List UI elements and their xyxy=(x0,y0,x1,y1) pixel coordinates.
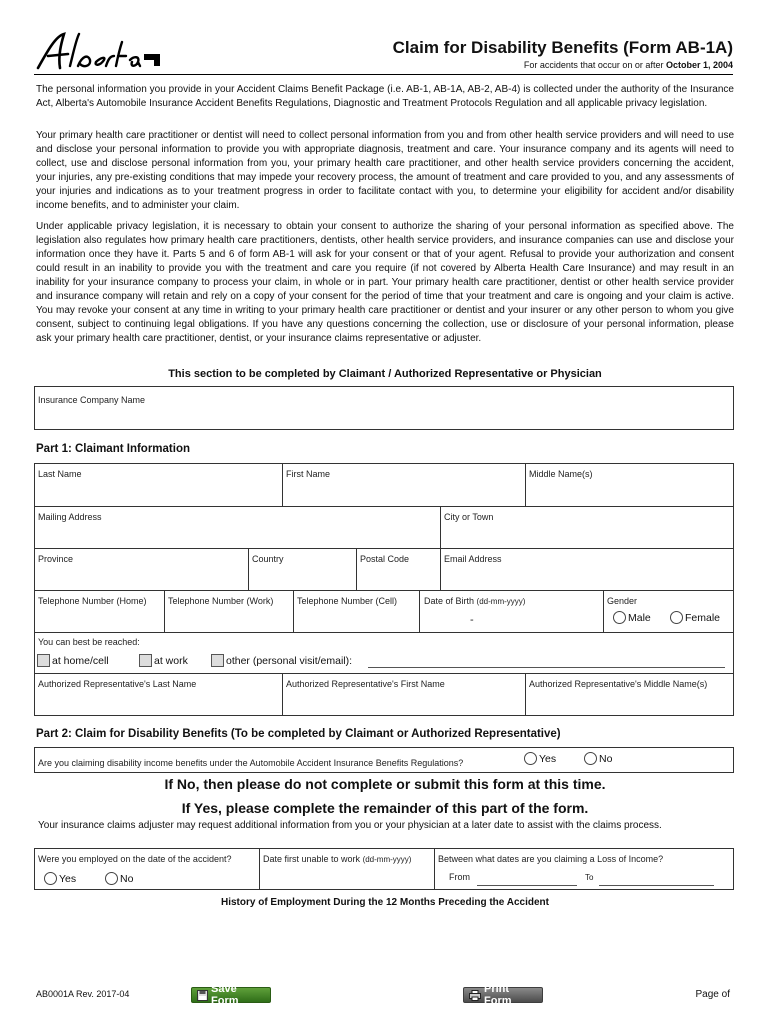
tel-cell-label: Telephone Number (Cell) xyxy=(297,596,398,606)
city-town-label: City or Town xyxy=(444,512,494,522)
section-heading: This section to be completed by Claimant / Authorized Representative or Physician xyxy=(168,368,602,380)
form-title: Claim for Disability Benefits (Form AB-1A) xyxy=(392,38,733,57)
mailing-address-label: Mailing Address xyxy=(38,512,102,522)
from-label: From xyxy=(449,872,470,882)
row-divider xyxy=(34,506,734,507)
gender-female-option[interactable]: Female xyxy=(670,611,720,624)
female-radio[interactable] xyxy=(670,611,683,624)
other-contact-field[interactable] xyxy=(368,667,725,668)
part1-heading: Part 1: Claimant Information xyxy=(36,443,190,455)
printer-icon xyxy=(469,990,481,1001)
save-form-button[interactable]: Save Form xyxy=(191,987,271,1003)
male-radio[interactable] xyxy=(613,611,626,624)
gender-male-option[interactable]: Male xyxy=(613,611,651,624)
col-divider xyxy=(164,590,165,632)
form-code: AB0001A Rev. 2017-04 xyxy=(36,989,130,999)
row-divider xyxy=(34,632,734,633)
claim-yes-radio[interactable] xyxy=(524,752,537,765)
middle-name-label: Middle Name(s) xyxy=(529,469,593,479)
to-date-field[interactable] xyxy=(599,885,714,886)
dob-separator: - xyxy=(470,614,474,626)
col-divider xyxy=(259,848,260,890)
claim-yes-option[interactable]: Yes xyxy=(524,752,556,765)
claim-no-radio[interactable] xyxy=(584,752,597,765)
country-label: Country xyxy=(252,554,284,564)
employed-no-option[interactable]: No xyxy=(105,872,133,885)
claim-no-option[interactable]: No xyxy=(584,752,612,765)
col-divider xyxy=(282,673,283,716)
work-checkbox[interactable] xyxy=(139,654,152,667)
part2-heading: Part 2: Claim for Disability Benefits (To be completed by Claimant or Authorized Representative) xyxy=(36,728,561,740)
employment-history-heading: History of Employment During the 12 Months Preceding the Accident xyxy=(220,897,549,908)
tel-home-label: Telephone Number (Home) xyxy=(38,596,147,606)
home-checkbox[interactable] xyxy=(37,654,50,667)
email-label: Email Address xyxy=(444,554,502,564)
rep-first-name-label: Authorized Representative's First Name xyxy=(286,679,445,689)
col-divider xyxy=(293,590,294,632)
loss-of-income-question: Between what dates are you claiming a Loss of Income? xyxy=(438,854,664,864)
row-divider xyxy=(34,548,734,549)
if-yes-instruction: If Yes, please complete the remainder of this part of the form. xyxy=(181,800,589,816)
col-divider xyxy=(248,548,249,590)
reach-work-option[interactable]: at work xyxy=(139,654,188,667)
other-checkbox[interactable] xyxy=(211,654,224,667)
col-divider xyxy=(525,673,526,716)
col-divider xyxy=(356,548,357,590)
last-name-label: Last Name xyxy=(38,469,82,479)
col-divider xyxy=(603,590,604,632)
col-divider xyxy=(282,463,283,506)
col-divider xyxy=(434,848,435,890)
insurance-company-label: Insurance Company Name xyxy=(38,395,146,405)
insurance-company-field[interactable] xyxy=(34,386,734,430)
if-no-instruction: If No, then please do not complete or submit this form at this time. xyxy=(164,776,606,792)
province-label: Province xyxy=(38,554,74,564)
privacy-paragraph-3: Under applicable privacy legislation, it is necessary to obtain your consent to authorize the sharing of your personal information as specified above. The legislation also regulates how primary health care practitioners, dentists, other health service providers, and insurance companies can use and disclose your information once they have it. Parts 5 and 6 of form AB-1 will ask for your consent or that of your agent. Refusal to provide your authorization and consent could result in an inability to provide you with the treatment and care you require (if not covered by Alberta Health Care Insurance) and may result in an inability for your insurance company to process your claim, in whole or in part. Your primary health care practitioner, dentist or other health service provider and insurance company will retain and rely on a copy of your consent for the period of time that your treatment and care is ongoing and your claim is active. You may revoke your consent at any time in writing to your primary health care practitioner or dentist and your insurer or any other person to whom you give consent, subject to continuing legal obligations. If you have any questions concerning the collection, use or disclosure of your personal information, please ask your primary health care practitioner, dentist, or your insurance claims representative or adjuster. xyxy=(36,221,734,344)
postal-code-label: Postal Code xyxy=(360,554,410,564)
col-divider xyxy=(440,506,441,548)
col-divider xyxy=(440,548,441,590)
employed-yes-radio[interactable] xyxy=(44,872,57,885)
employed-no-radio[interactable] xyxy=(105,872,118,885)
gender-label: Gender xyxy=(607,596,638,606)
privacy-paragraph-1: The personal information you provide in your Accident Claims Benefit Package (i.e. AB-1, AB-1A, AB-2, AB-4) is collected under the authority of the Insurance Act, Alberta's Automobile Insurance Accident Benefits Regulations, Diagnostic and Treatment Protocols Regulation and all applicable privacy legislation. xyxy=(36,84,734,109)
header-divider xyxy=(34,74,733,75)
adjuster-note: Your insurance claims adjuster may request additional information from you or your physician at a later date to assist with the claims process. xyxy=(38,820,662,831)
reach-home-option[interactable]: at home/cell xyxy=(37,654,109,667)
form-subtitle: For accidents that occur on or after October 1, 2004 xyxy=(523,60,733,70)
alberta-logo xyxy=(34,30,166,72)
date-unable-label: Date first unable to work (dd-mm-yyyy) xyxy=(263,854,412,864)
rep-middle-name-label: Authorized Representative's Middle Name(s) xyxy=(529,679,708,689)
page-number: Page of xyxy=(695,989,730,1000)
reach-label: You can best be reached: xyxy=(38,637,140,647)
rep-last-name-label: Authorized Representative's Last Name xyxy=(38,679,197,689)
employed-question: Were you employed on the date of the accident? xyxy=(38,854,232,864)
row-divider xyxy=(34,673,734,674)
save-icon xyxy=(197,990,208,1001)
disability-claim-question: Are you claiming disability income benefits under the Automobile Accident Insurance Benefits Regulations? xyxy=(38,758,464,768)
print-form-button[interactable]: Print Form xyxy=(463,987,543,1003)
dob-label: Date of Birth (dd-mm-yyyy) xyxy=(424,596,526,606)
col-divider xyxy=(419,590,420,632)
first-name-label: First Name xyxy=(286,469,331,479)
privacy-paragraph-2: Your primary health care practitioner or dentist will need to collect personal information from you and from other health service providers and will need to use and disclose your personal information to provide you with appropriate diagnosis, treatment and care. Your insurance company and its agents will need to collect, use and disclose personal information from you, your primary health care practitioner, and other health service providers concerning the accident, your injuries, any pre-existing conditions that may impede your recovery process, the amount of treatment and care provided to you, and any assessments of your injuries and indications as to your treatment progress in order to facilitate contact with you, to determine your eligibility for accident and/or disability income benefits, and to administer your claim. xyxy=(36,130,734,211)
reach-other-option[interactable]: other (personal visit/email): xyxy=(211,654,352,667)
col-divider xyxy=(525,463,526,506)
tel-work-label: Telephone Number (Work) xyxy=(168,596,274,606)
employed-yes-option[interactable]: Yes xyxy=(44,872,76,885)
from-date-field[interactable] xyxy=(477,885,577,886)
row-divider xyxy=(34,590,734,591)
to-label: To xyxy=(585,873,594,882)
